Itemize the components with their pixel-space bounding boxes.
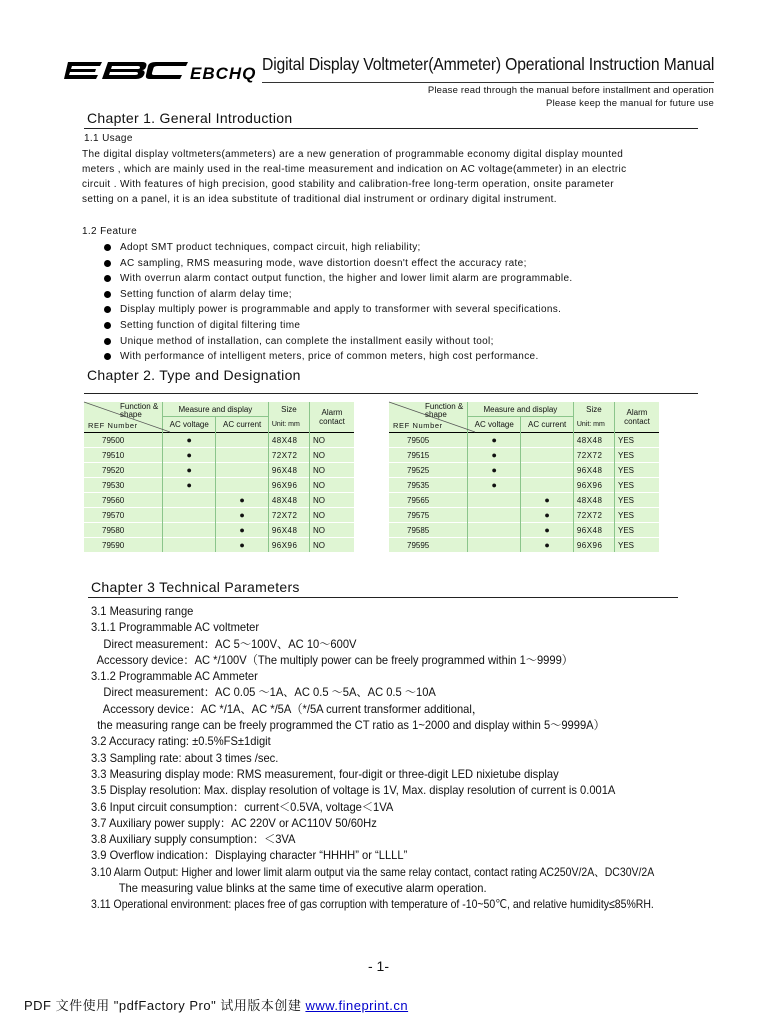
ac-voltage-cell: ●	[468, 463, 521, 478]
size-cell: 72X72	[573, 508, 614, 523]
pdf-footer	[24, 995, 408, 1014]
feature-item	[104, 302, 573, 318]
alarm-cell: NO	[310, 508, 355, 523]
bullet-icon	[104, 275, 111, 282]
type-table-right	[389, 402, 659, 552]
ac-voltage-cell	[468, 508, 521, 523]
table-row	[84, 463, 354, 478]
alarm-cell: YES	[615, 508, 660, 523]
table-row	[84, 523, 354, 538]
page-number: - 1-	[368, 958, 389, 974]
usage-heading: 1.1 Usage	[84, 133, 133, 144]
alarm-header: Alarm contact	[615, 402, 660, 433]
alarm-cell: YES	[615, 448, 660, 463]
size-cell: 48X48	[268, 493, 309, 508]
param-line: Direct measurement：AC 0.05 ～1A、AC 0.5 ～5A、AC 0.5 ～10A	[91, 685, 436, 700]
bullet-icon	[104, 322, 111, 329]
ac-voltage-cell	[163, 523, 216, 538]
ac-current-cell	[216, 433, 268, 448]
ac-voltage-cell: ●	[163, 463, 216, 478]
param-line: the measuring range can be freely programmed the CT ratio as 1~2000 and display within 5～9999A）	[91, 718, 605, 733]
size-unit-header: Unit: mm	[573, 417, 614, 433]
table-row	[389, 493, 659, 508]
param-line: 3.1.2 Programmable AC Ammeter	[91, 669, 258, 684]
type-table-right-body	[389, 433, 659, 553]
size-cell: 96X96	[268, 478, 309, 493]
feature-text: Setting function of digital filtering time	[120, 319, 301, 331]
ac-voltage-cell: ●	[163, 478, 216, 493]
alarm-cell: NO	[310, 538, 355, 553]
feature-item	[104, 318, 573, 334]
alarm-cell: YES	[615, 463, 660, 478]
size-cell: 96X96	[573, 478, 614, 493]
alarm-cell: NO	[310, 478, 355, 493]
ref-cell: 79595	[389, 538, 468, 553]
param-line: 3.1.1 Programmable AC voltmeter	[91, 620, 260, 635]
bullet-icon	[104, 353, 111, 360]
ref-cell: 79535	[389, 478, 468, 493]
usage-line: meters , which are mainly used in the real-time measurement and indication on AC voltage(ammeter) in an electric	[82, 164, 627, 175]
size-cell: 72X72	[268, 448, 309, 463]
table-row	[84, 433, 354, 448]
alarm-cell: YES	[615, 538, 660, 553]
alarm-header: Alarm contact	[310, 402, 355, 433]
bullet-icon	[104, 306, 111, 313]
ac-voltage-cell: ●	[468, 448, 521, 463]
ac-voltage-cell	[163, 493, 216, 508]
ref-cell: 79580	[84, 523, 163, 538]
feature-item	[104, 271, 573, 287]
usage-line: circuit . With features of high precision, good stability and calibration-free long-term operation, onsite parameter	[82, 179, 614, 190]
bullet-icon	[104, 260, 111, 267]
size-cell: 96X48	[573, 523, 614, 538]
ac-voltage-cell: ●	[468, 433, 521, 448]
size-cell: 96X48	[573, 463, 614, 478]
param-line: 3.3 Sampling rate: about 3 times /sec.	[91, 750, 279, 765]
logo-text: EBCHQ	[190, 64, 257, 83]
function-shape-label: Function & shape	[425, 402, 464, 419]
ac-current-cell	[521, 463, 573, 478]
size-unit-header: Unit: mm	[268, 417, 309, 433]
ac-current-cell: ●	[216, 523, 268, 538]
ac-voltage-header: AC voltage	[468, 417, 521, 433]
table-row	[389, 538, 659, 553]
ac-current-header: AC current	[216, 417, 268, 433]
feature-item	[104, 240, 573, 256]
ac-current-cell: ●	[521, 523, 573, 538]
note-read: Please read through the manual before installment and operation	[427, 85, 714, 96]
feature-text: With performance of intelligent meters, price of common meters, high cost performance.	[120, 351, 539, 363]
ref-cell: 79560	[84, 493, 163, 508]
footer-link[interactable]: www.fineprint.cn	[305, 998, 409, 1013]
table-corner-header	[389, 402, 468, 433]
ref-cell: 79590	[84, 538, 163, 553]
bullet-icon	[104, 244, 111, 251]
ac-current-cell: ●	[521, 493, 573, 508]
feature-item	[104, 256, 573, 272]
feature-list	[104, 240, 573, 365]
table-row	[84, 478, 354, 493]
note-keep: Please keep the manual for future use	[546, 98, 714, 109]
table-row	[84, 493, 354, 508]
ac-voltage-cell	[163, 538, 216, 553]
ac-current-cell: ●	[521, 508, 573, 523]
ac-current-cell	[216, 478, 268, 493]
alarm-cell: NO	[310, 448, 355, 463]
brand-logo	[62, 54, 257, 84]
param-line: 3.1 Measuring range	[91, 604, 194, 618]
param-line: 3.5 Display resolution: Max. display resolution of voltage is 1V, Max. display resolution of current is 0.001A	[91, 783, 616, 798]
chapter3-divider	[88, 597, 678, 598]
table-row	[389, 508, 659, 523]
ref-cell: 79510	[84, 448, 163, 463]
alarm-cell: YES	[615, 433, 660, 448]
ref-number-label: REF Number	[88, 421, 138, 430]
function-shape-label: Function & shape	[120, 402, 159, 419]
alarm-cell: YES	[615, 493, 660, 508]
ref-cell: 79585	[389, 523, 468, 538]
ac-voltage-header: AC voltage	[163, 417, 216, 433]
size-cell: 72X72	[573, 448, 614, 463]
param-line: 3.11 Operational environment: places free of gas corruption with temperature of -10~50℃, and relative humidity≤85%RH.	[91, 897, 654, 912]
measure-display-header: Measure and display	[468, 402, 574, 417]
feature-item	[104, 334, 573, 350]
feature-item	[104, 287, 573, 303]
alarm-cell: NO	[310, 493, 355, 508]
type-table-left	[84, 402, 354, 552]
size-cell: 48X48	[573, 493, 614, 508]
ref-cell: 79570	[84, 508, 163, 523]
ac-voltage-cell	[468, 493, 521, 508]
size-cell: 96X96	[573, 538, 614, 553]
ref-cell: 79575	[389, 508, 468, 523]
ref-cell: 79530	[84, 478, 163, 493]
ac-current-cell: ●	[216, 508, 268, 523]
feature-text: Setting function of alarm delay time;	[120, 288, 292, 300]
technical-parameters	[91, 603, 690, 913]
ac-current-cell	[216, 448, 268, 463]
size-header: Size	[268, 402, 309, 417]
chapter1-heading: Chapter 1. General Introduction	[87, 110, 293, 126]
measure-display-header: Measure and display	[163, 402, 269, 417]
size-cell: 48X48	[268, 433, 309, 448]
param-line: Accessory device：AC */100V（The multiply power can be freely programmed within 1～9999）	[91, 652, 573, 667]
param-line: 3.9 Overflow indication：Displaying character “HHHH” or “LLLL”	[91, 848, 408, 863]
footer-text: PDF 文件使用 "pdfFactory Pro" 试用版本创建	[24, 998, 306, 1013]
param-line: 3.7 Auxiliary power supply：AC 220V or AC110V 50/60Hz	[91, 815, 377, 830]
ac-voltage-cell: ●	[468, 478, 521, 493]
alarm-cell: NO	[310, 433, 355, 448]
table-row	[84, 538, 354, 553]
chapter2-divider	[84, 393, 698, 394]
feature-text: With overrun alarm contact output function, the higher and lower limit alarm are programmable.	[120, 273, 573, 285]
ref-cell: 79500	[84, 433, 163, 448]
size-cell: 96X48	[268, 523, 309, 538]
ref-number-label: REF Number	[393, 421, 443, 430]
ac-current-cell: ●	[216, 538, 268, 553]
chapter2-heading: Chapter 2. Type and Designation	[87, 367, 301, 383]
table-row	[389, 448, 659, 463]
size-header: Size	[573, 402, 614, 417]
table-row	[389, 478, 659, 493]
feature-text: AC sampling, RMS measuring mode, wave distortion doesn't effect the accuracy rate;	[120, 257, 527, 269]
ref-cell: 79565	[389, 493, 468, 508]
ac-voltage-cell	[468, 538, 521, 553]
ac-voltage-cell: ●	[163, 433, 216, 448]
feature-text: Adopt SMT product techniques, compact circuit, high reliability;	[120, 242, 421, 253]
chapter1-divider	[84, 128, 698, 129]
ac-current-cell	[521, 433, 573, 448]
param-line: 3.8 Auxiliary supply consumption：＜3VA	[91, 832, 296, 847]
ac-voltage-cell: ●	[163, 448, 216, 463]
table-row	[389, 433, 659, 448]
document-title: Digital Display Voltmeter(Ammeter) Operational Instruction Manual	[262, 54, 715, 74]
ac-current-cell	[521, 478, 573, 493]
size-cell: 96X48	[268, 463, 309, 478]
param-line: 3.10 Alarm Output: Higher and lower limit alarm output via the same relay contact, contact rating AC250V/2A、DC30V/2A	[91, 864, 655, 879]
ac-current-cell: ●	[216, 493, 268, 508]
ac-voltage-cell	[163, 508, 216, 523]
chapter3-heading: Chapter 3 Technical Parameters	[91, 579, 300, 595]
param-line: The measuring value blinks at the same time of executive alarm operation.	[91, 881, 487, 896]
param-line: 3.3 Measuring display mode: RMS measurement, four-digit or three-digit LED nixietube display	[91, 766, 559, 781]
feature-heading: 1.2 Feature	[82, 226, 137, 237]
ac-voltage-cell	[468, 523, 521, 538]
feature-text: Unique method of installation, can complete the installment easily without tool;	[120, 335, 494, 347]
size-cell: 96X96	[268, 538, 309, 553]
alarm-cell: YES	[615, 523, 660, 538]
type-table-left-body	[84, 433, 354, 553]
ac-current-header: AC current	[521, 417, 573, 433]
bullet-icon	[104, 291, 111, 298]
table-row	[389, 463, 659, 478]
alarm-cell: NO	[310, 463, 355, 478]
param-line: 3.2 Accuracy rating: ±0.5%FS±1digit	[91, 734, 271, 749]
table-row	[84, 448, 354, 463]
alarm-cell: YES	[615, 478, 660, 493]
ref-cell: 79505	[389, 433, 468, 448]
table-corner-header	[84, 402, 163, 433]
alarm-cell: NO	[310, 523, 355, 538]
ref-cell: 79525	[389, 463, 468, 478]
param-line: Accessory device：AC */1A、AC */5A（*/5A current transformer additional，	[91, 701, 484, 716]
ebchq-logo-graphic	[62, 54, 257, 84]
size-cell: 72X72	[268, 508, 309, 523]
bullet-icon	[104, 338, 111, 345]
table-row	[84, 508, 354, 523]
ref-cell: 79515	[389, 448, 468, 463]
size-cell: 48X48	[573, 433, 614, 448]
ref-cell: 79520	[84, 463, 163, 478]
title-divider	[262, 82, 714, 83]
usage-line: setting on a panel, it is an idea substitute of traditional dial instrument or ordinary digital instrument.	[82, 194, 557, 205]
param-line: Direct measurement：AC 5～100V、AC 10～600V	[91, 636, 357, 651]
feature-item	[104, 349, 573, 365]
feature-text: Display multiply power is programmable and apply to transformer with several specifications.	[120, 304, 562, 316]
usage-line: The digital display voltmeters(ammeters) are a new generation of programmable economy digital display mounted	[82, 149, 624, 160]
param-line: 3.6 Input circuit consumption：current＜0.5VA, voltage＜1VA	[91, 799, 394, 814]
ac-current-cell	[216, 463, 268, 478]
table-row	[389, 523, 659, 538]
ac-current-cell	[521, 448, 573, 463]
ac-current-cell: ●	[521, 538, 573, 553]
